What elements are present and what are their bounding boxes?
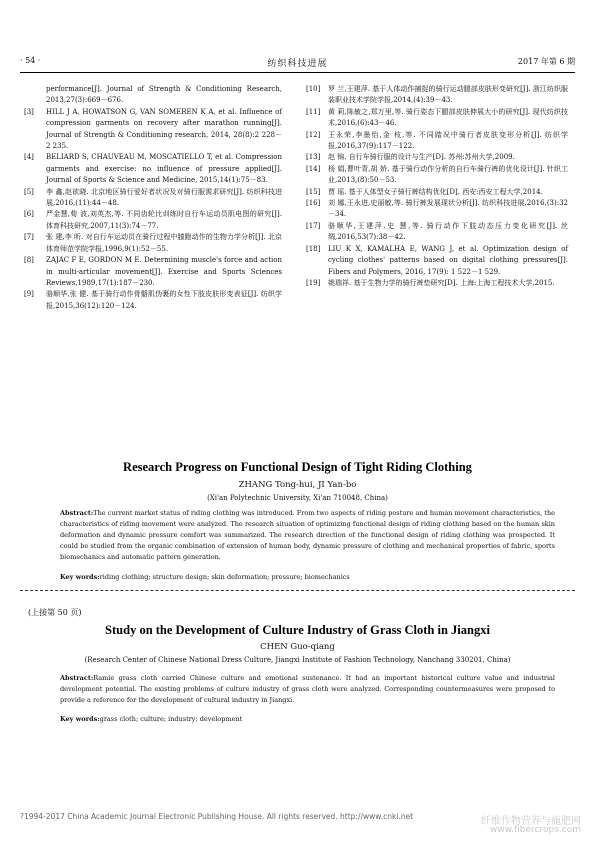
reference-text: LIU K X, KAMALHA E, WANG J, et al. Optimization design of cycling clothes' patterns based on digital clothing pressures[J]. Fibers and Polymers, 2016, 17(9): 1 522－1 529. bbox=[328, 244, 568, 276]
header-rule bbox=[20, 72, 575, 73]
reference-text: 张 建,李 昕. 对自行车运动员在骑行过程中膝蹬动作的生物力学分析[J]. 北京体育师范学院学报,1996,9(1):52－55. bbox=[46, 233, 282, 253]
abstract2-label: Abstract: bbox=[60, 674, 94, 682]
reference-text: HILL J A, HOWATSON G, VAN SOMEREN K A, et al. Influence of compression garments on recovery after marathon running[J]. Journal of Strength & Conditioning research, 2014, 28(8):2 228－2 235. bbox=[46, 107, 282, 151]
reference-number: [6] bbox=[24, 210, 34, 219]
reference-number: [15] bbox=[306, 187, 321, 196]
reference-item bbox=[24, 187, 282, 210]
abstract-text: The current market status of riding clothing was introduced. From two aspects of riding posture and human movement characteristics, the characteristics of riding movement were analyzed. The research situation of optimizing functional design of riding clothing based on the human skin deformation and dynamic pressure comfort was summarized. The research direction of the functional design of riding clothing was prospected. It could be studied from the organic combination of extension of human body, dynamic pressure of clothing and mechanical properties of fabric, sports biomechanics and automatic pattern generation. bbox=[60, 509, 555, 561]
reference-text: 刘 娜,王永进,史丽敏,等. 骑行裤发展现状分析[J]. 纺织科技进展,2016,(3):32－34. bbox=[328, 199, 568, 219]
watermark-url: www.fibercrops.com bbox=[490, 825, 581, 835]
reference-item bbox=[306, 187, 568, 198]
abstract-label: Abstract: bbox=[60, 509, 94, 517]
reference-item bbox=[24, 152, 282, 186]
reference-number: [19] bbox=[306, 278, 321, 287]
reference-item bbox=[24, 255, 282, 289]
reference-item bbox=[306, 198, 568, 221]
reference-text: 骆顺华,王建萍,史 慧,等. 骑行动作下肢动态压力变化研究[J]. 丝绸,2016,53(7):38－42. bbox=[328, 221, 568, 242]
keywords-label: Key words: bbox=[60, 573, 100, 581]
article2-abstract bbox=[60, 673, 555, 706]
section-divider bbox=[20, 590, 575, 591]
reference-item bbox=[306, 152, 568, 163]
reference-item bbox=[24, 84, 282, 107]
watermark-text: 纤维作物营养与施肥网 bbox=[481, 816, 581, 827]
reference-text: performance[J]. Journal of Strength & Conditioning Research, 2013,27(3):669－676. bbox=[46, 85, 282, 105]
copyright-notice: ?1994-2017 China Academic Journal Electronic Publishing House. All rights reserved. http://www.cnki.net bbox=[20, 812, 414, 821]
reference-item bbox=[306, 130, 568, 153]
keywords-text: riding clothing; structure design; skin deformation; pressure; biomechanics bbox=[99, 573, 350, 581]
page-header bbox=[20, 56, 575, 70]
journal-title: 纺织科技进展 bbox=[267, 59, 328, 69]
reference-text: ZAJAC F E, GORDON M E. Determining muscle's force and action in multi-articular movement[J]. Exercise and Sports Sciences Reviews,1989,17(1):187－230. bbox=[46, 256, 282, 287]
article-authors: ZHANG Tong-hui, JI Yan-bo bbox=[238, 480, 357, 490]
reference-number: [13] bbox=[306, 153, 321, 162]
reference-number: [3] bbox=[24, 107, 34, 116]
reference-number: [10] bbox=[306, 85, 321, 93]
reference-number: [4] bbox=[24, 153, 34, 162]
article2-affiliation: (Research Center of Chinese National Dress Culture, Jiangxi Institute of Fashion Technology, Nanchang 330201, China) bbox=[84, 656, 511, 664]
article-title: Research Progress on Functional Design of Tight Riding Clothing bbox=[123, 460, 472, 474]
reference-number: [16] bbox=[306, 199, 321, 208]
reference-item bbox=[306, 107, 568, 130]
reference-text: 李 鑫,赵欲晓. 北京地区骑行爱好者状况及对骑行服需求研究[J]. 纺织科技进展,2016,(11):44－48. bbox=[46, 187, 282, 208]
reference-number: [5] bbox=[24, 187, 34, 196]
issue-label: 2017 年第 6 期 bbox=[517, 57, 575, 66]
reference-text: BELIARD S, CHAUVEAU M, MOSCATIELLO T, et al. Compression garments and exercise: no influence of pressure applied[J]. Journal of Sports & Science and Medicine, 2015,14(1):75－83. bbox=[46, 153, 282, 185]
reference-text: 罗 兰,王建萍. 基于人体动作捕捉的骑行运动腿部皮肤形变研究[J]. 浙江纺织服装职业技术学院学报,2014,(4):39－43. bbox=[328, 85, 568, 105]
reference-number: [11] bbox=[306, 107, 321, 116]
references-right-column bbox=[306, 84, 568, 289]
abstract2-text: Ramie grass cloth carried Chinese culture and emotional sustenance. It had an important historical culture value and industrial development potential. The existing problems of culture industry of grass cloth were analyzed. Corresponding countermeasures were proposed to provide a reference for the development of cultural industry in Jiangxi. bbox=[60, 674, 555, 704]
reference-number: [9] bbox=[24, 290, 34, 299]
article-keywords bbox=[60, 573, 555, 581]
reference-item bbox=[24, 209, 282, 232]
reference-text: 骆顺华,张 健. 基于骑行动作骨骼肌伪裹的女性下肢皮肤形变表征[J]. 纺织学报,2015,36(12):120－124. bbox=[46, 290, 282, 310]
references-left-column bbox=[24, 84, 282, 312]
keywords2-label: Key words: bbox=[60, 715, 100, 723]
article-abstract bbox=[60, 508, 555, 563]
reference-text: 赵 锦. 自行车骑行服的设计与生产[D]. 苏州:苏州大学,2009. bbox=[328, 153, 515, 162]
article-affiliation: (Xi'an Polytechnic University, Xi'an 710048, China) bbox=[207, 494, 388, 502]
keywords2-text: grass cloth; culture; industry; development bbox=[99, 715, 243, 723]
reference-text: 黄 莉,陈敏之,郑万里,等. 骑行姿态下腿部皮肤伸展大小的研究[J]. 现代纺织技术,2016,(6):43－46. bbox=[328, 107, 568, 128]
reference-item bbox=[24, 289, 282, 312]
reference-item bbox=[306, 278, 568, 289]
article2-authors: CHEN Guo-qiang bbox=[260, 642, 335, 652]
page-number: · 54 · bbox=[20, 56, 41, 65]
reference-item bbox=[24, 232, 282, 255]
reference-text: 贾 瑶. 基于人体型女子骑行裤结构优化[D]. 西安:西安工程大学,2014. bbox=[328, 187, 543, 196]
reference-item bbox=[306, 164, 568, 187]
reference-item bbox=[306, 221, 568, 244]
reference-number: [7] bbox=[24, 233, 34, 242]
reference-number: [14] bbox=[306, 164, 321, 173]
reference-text: 姚瑞祥. 基于生物力学的骑行裤垫研究[D]. 上海:上海工程技术大学,2015. bbox=[328, 278, 555, 287]
article2-keywords bbox=[60, 715, 555, 723]
reference-item bbox=[306, 244, 568, 278]
continued-from-label: (上接第 50 页) bbox=[28, 608, 82, 617]
reference-number: [8] bbox=[24, 256, 34, 265]
reference-number: [17] bbox=[306, 221, 321, 230]
reference-number: [18] bbox=[306, 244, 321, 253]
reference-text: 严金慧,荀 波,刘英杰,等. 不同齿轮比训练时自行车运动员肌电图的研究[J]. 体育科技研究,2007,11(3):74－77. bbox=[46, 210, 282, 230]
reference-text: 王永荣,李墨怡,金 枝,等. 不同踏况中骑行者皮肤变形分析[J]. 纺织学报,2016,37(9):117－122. bbox=[328, 130, 568, 151]
reference-number: [12] bbox=[306, 130, 321, 139]
reference-text: 杨 娟,曹叶青,胡 娇. 基于骑行动作分析的自行车骑行裤的优化设计[J]. 针织工业,2013,(8):50－53. bbox=[328, 164, 568, 185]
reference-item bbox=[306, 84, 568, 107]
article2-title: Study on the Development of Culture Industry of Grass Cloth in Jiangxi bbox=[105, 623, 490, 637]
reference-item bbox=[24, 107, 282, 153]
